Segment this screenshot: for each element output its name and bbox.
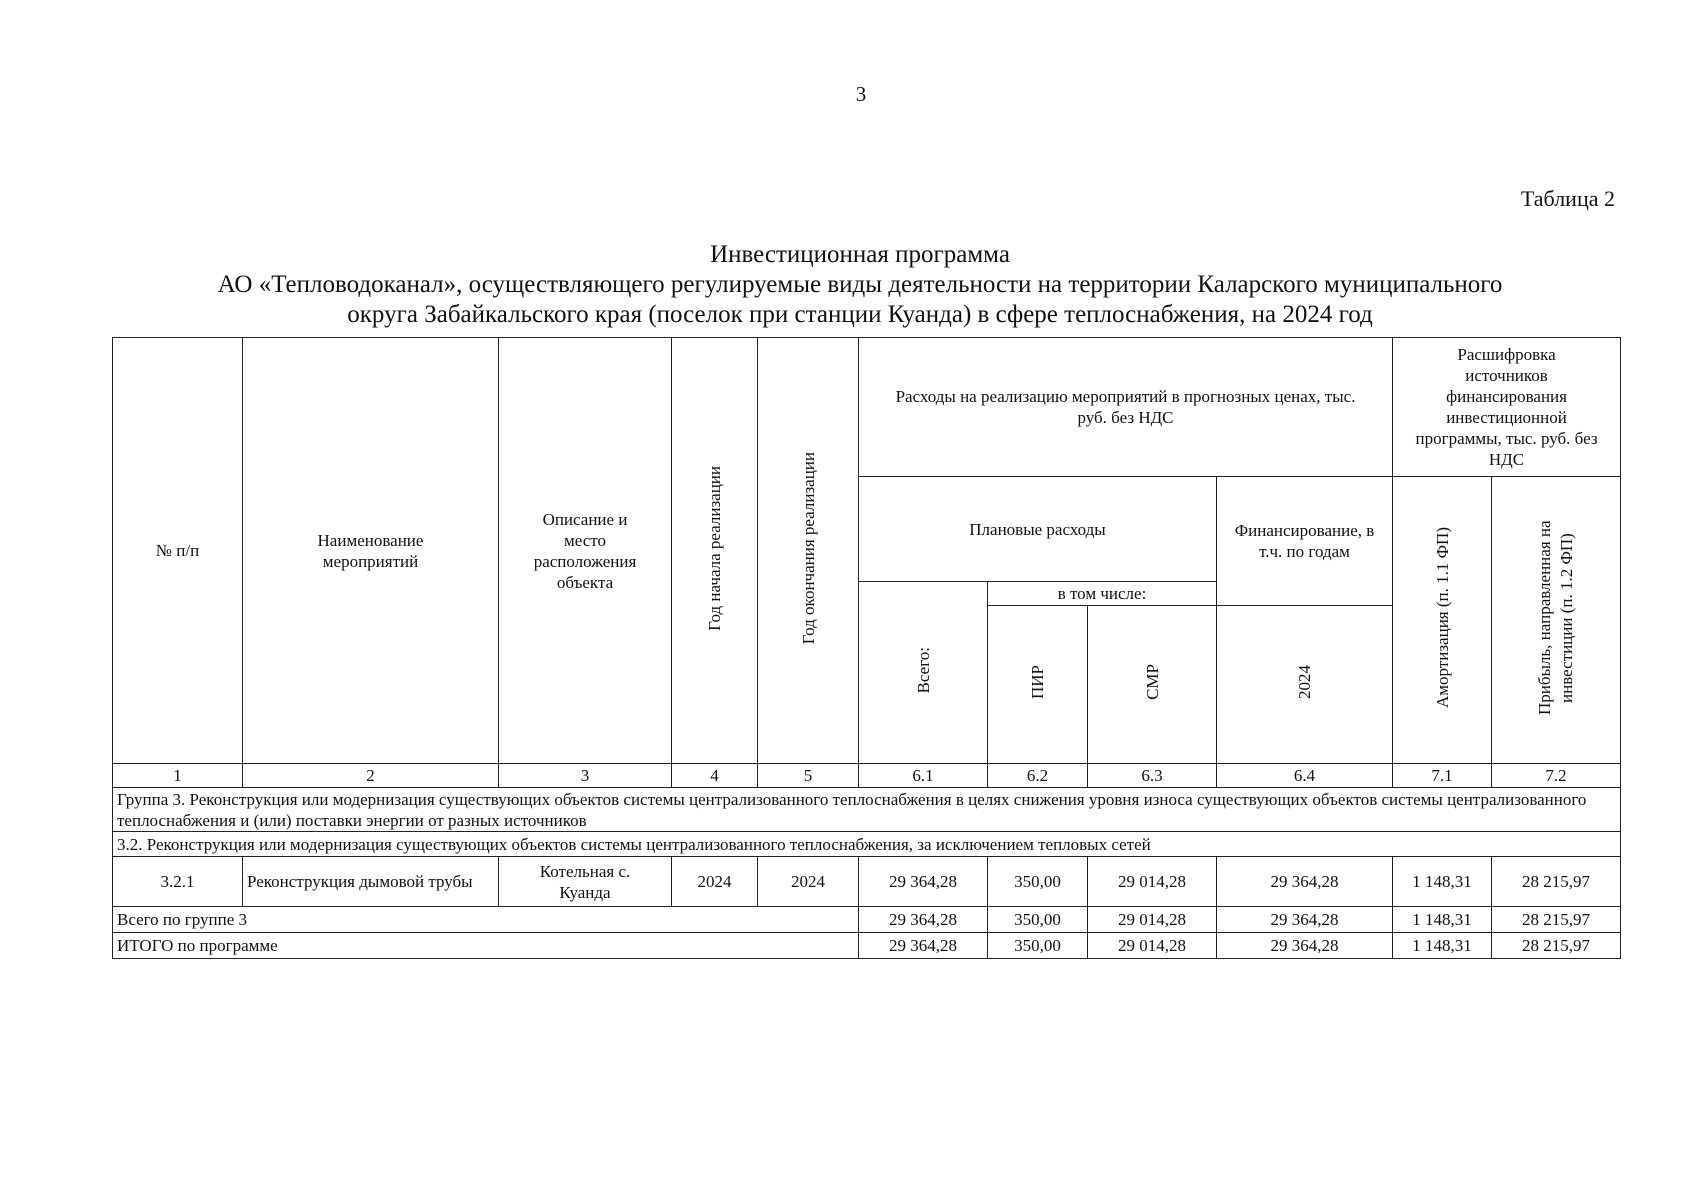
header-sources: Расшифровка источников финансирования инвестиционной программы, тыс. руб. без НДС [1393, 338, 1621, 477]
header-smr: СМР [1142, 664, 1162, 700]
group-total-label: Всего по группе 3 [113, 907, 859, 933]
header-total-cell [859, 582, 988, 764]
column-number: 7.1 [1393, 764, 1492, 788]
program-total-amortization: 1 148,31 [1393, 933, 1492, 959]
header-smr-cell [1088, 606, 1217, 764]
row-num: 3.2.1 [113, 857, 243, 907]
row-amortization: 1 148,31 [1393, 857, 1492, 907]
column-number: 6.1 [859, 764, 988, 788]
row-pir: 350,00 [988, 857, 1088, 907]
program-total-profit: 28 215,97 [1492, 933, 1621, 959]
column-number: 1 [113, 764, 243, 788]
header-start-year-cell [672, 338, 758, 764]
header-year-cell [1217, 606, 1393, 764]
row-end-year: 2024 [758, 857, 859, 907]
group-total-year-2024: 29 364,28 [1217, 907, 1393, 933]
column-number: 6.4 [1217, 764, 1393, 788]
program-total-label: ИТОГО по программе [113, 933, 859, 959]
group-total-row [113, 907, 1621, 933]
program-total-total: 29 364,28 [859, 933, 988, 959]
header-amortization-cell [1393, 477, 1492, 764]
group-total-pir: 350,00 [988, 907, 1088, 933]
column-number: 7.2 [1492, 764, 1621, 788]
header-description: Описание и место расположения объекта [499, 338, 672, 764]
group-total-profit: 28 215,97 [1492, 907, 1621, 933]
header-pir-cell [988, 606, 1088, 764]
header-year: 2024 [1295, 665, 1314, 699]
header-start-year: Год начала реализации [705, 465, 724, 631]
header-pir: ПИР [1028, 664, 1047, 699]
heading-line-2: АО «Тепловодоканал», осуществляющего регулируемые виды деятельности на территории Каларского муниципального [217, 271, 1503, 298]
column-number: 5 [758, 764, 859, 788]
row-total: 29 364,28 [859, 857, 988, 907]
header-profit-cell [1492, 477, 1621, 764]
page-number: 3 [855, 82, 867, 106]
investment-table [112, 337, 1621, 959]
row-smr: 29 014,28 [1088, 857, 1217, 907]
group-total-smr: 29 014,28 [1088, 907, 1217, 933]
header-profit: Прибыль, направленная на инвестиции (п. 1.2 ФП) [1535, 520, 1577, 715]
program-total-year-2024: 29 364,28 [1217, 933, 1393, 959]
column-numbers-row [113, 764, 1621, 788]
column-number: 4 [672, 764, 758, 788]
row-profit: 28 215,97 [1492, 857, 1621, 907]
document-heading [100, 240, 1620, 330]
column-number: 3 [499, 764, 672, 788]
header-end-year-cell [758, 338, 859, 764]
header-expenses: Расходы на реализацию мероприятий в прогнозных ценах, тыс. руб. без НДС [859, 338, 1393, 477]
group-total-total: 29 364,28 [859, 907, 988, 933]
subgroup-title: 3.2. Реконструкция или модернизация существующих объектов системы централизованного теплоснабжения, за исключением тепловых сетей [113, 832, 1621, 857]
heading-line-1: Инвестиционная программа [710, 241, 1010, 268]
program-total-pir: 350,00 [988, 933, 1088, 959]
header-total: Всего: [913, 646, 933, 694]
group-title: Группа 3. Реконструкция или модернизация существующих объектов системы централизованного теплоснабжения в целях снижения уровня износа существующих объектов системы централизованного теплоснабжения и (или) поставки энергии от разных источников [113, 788, 1621, 832]
header-planned: Плановые расходы [859, 477, 1217, 582]
header-amortization: Амортизация (п. 1.1 ФП) [1432, 527, 1452, 708]
column-number: 2 [243, 764, 499, 788]
header-end-year: Год окончания реализации [798, 451, 818, 645]
program-total-row [113, 933, 1621, 959]
row-description: Котельная с. Куанда [499, 857, 672, 907]
program-total-smr: 29 014,28 [1088, 933, 1217, 959]
header-including: в том числе: [988, 582, 1217, 606]
row-year-2024: 29 364,28 [1217, 857, 1393, 907]
column-number: 6.3 [1088, 764, 1217, 788]
row-start-year: 2024 [672, 857, 758, 907]
header-financing: Финансирование, в т.ч. по годам [1217, 477, 1393, 606]
header-num: № п/п [113, 338, 243, 764]
column-number: 6.2 [988, 764, 1088, 788]
header-name: Наименование мероприятий [243, 338, 499, 764]
table-row [113, 857, 1621, 907]
group-total-amortization: 1 148,31 [1393, 907, 1492, 933]
row-name: Реконструкция дымовой трубы [243, 857, 499, 907]
heading-line-3: округа Забайкальского края (поселок при станции Куанда) в сфере теплоснабжения, на 2024 год [347, 301, 1373, 328]
table-label: Таблица 2 [1520, 186, 1615, 211]
